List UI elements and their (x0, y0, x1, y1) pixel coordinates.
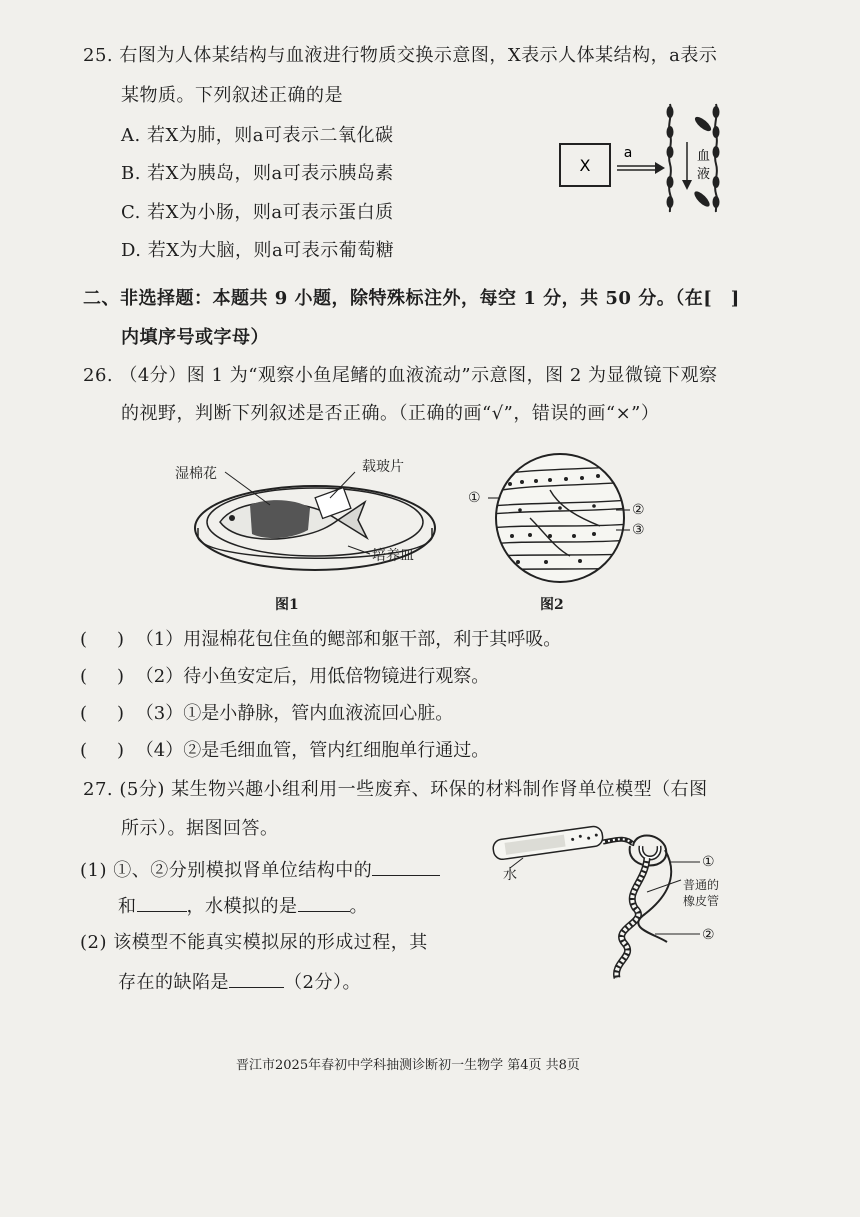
q26-figure2-microscope-field (490, 448, 630, 588)
q25-option-c: C. 若X为小肠，则a可表示蛋白质 (121, 202, 394, 223)
fig1-label-dish: 培养皿 (372, 548, 414, 564)
answer-paren-open: ( (80, 703, 88, 724)
q27-part1-and: 和 (118, 896, 137, 917)
q26-item-1 (80, 628, 561, 652)
q25-stem-line1: 25. 右图为人体某结构与血液进行物质交换示意图，X表示人体某结构，a表示 (83, 45, 718, 66)
fig2-caption: 图2 (540, 597, 564, 613)
q27-part2-line2 (118, 969, 361, 995)
q25-option-b: B. 若X为胰岛，则a可表示胰岛素 (121, 163, 394, 184)
q27-fig-label-2: ② (702, 927, 715, 943)
fig1-label-cotton: 湿棉花 (175, 466, 217, 482)
q25-vessel-label-1: 血 (697, 149, 711, 164)
q27-part1-line1 (80, 857, 440, 883)
fig1-label-slide: 载玻片 (362, 459, 404, 475)
section2-heading-line1: 二、非选择题：本题共 9 小题，除特殊标注外，每空 1 分，共 50 分。（在[ ] (83, 288, 740, 309)
answer-paren-open: ( (80, 740, 88, 761)
q27-part1-prefix: (1) ①、②分别模拟肾单位结构中的 (80, 860, 373, 881)
fig1-caption: 图1 (275, 597, 299, 613)
q27-blank-1[interactable] (372, 857, 440, 876)
q25-exchange-diagram (555, 102, 755, 212)
q27-stem-line1: 27. (5分) 某生物兴趣小组利用一些废弃、环保的材料制作肾单位模型（右图 (83, 779, 708, 800)
q27-blank-3[interactable] (298, 893, 350, 912)
q27-part1-end: 。 (349, 896, 368, 917)
q26-item-1-text: （1）用湿棉花包住鱼的鳃部和躯干部，利于其呼吸。 (135, 629, 562, 650)
answer-paren-close: ) (117, 703, 125, 724)
q26-item-2 (80, 665, 489, 689)
q27-part2-prefix: 存在的缺陷是 (118, 972, 229, 993)
q27-fig-label-tube-2: 橡皮管 (683, 894, 720, 908)
q27-part2-line1: (2) 该模型不能真实模拟尿的形成过程，其 (80, 932, 428, 953)
q27-part1-water: ，水模拟的是 (186, 896, 298, 917)
fig2-label-2: ② (632, 502, 645, 518)
q26-item-3-text: （3）①是小静脉，管内血液流回心脏。 (135, 703, 454, 724)
q25-option-d: D. 若X为大脑，则a可表示葡萄糖 (121, 240, 395, 261)
q27-fig-label-tube-1: 普通的 (683, 878, 720, 892)
q26-stem-line1: 26. （4分）图 1 为“观察小鱼尾鳍的血液流动”示意图，图 2 为显微镜下观察 (83, 365, 718, 386)
q27-fig-label-1: ① (702, 854, 715, 870)
q25-arrow-label: a (623, 145, 633, 161)
answer-paren-open: ( (80, 629, 88, 650)
q27-blank-2[interactable] (137, 893, 187, 912)
q27-part1-line2 (118, 893, 368, 919)
q27-fig-label-water: 水 (503, 867, 517, 883)
answer-paren-close: ) (117, 629, 125, 650)
q26-stem-line2: 的视野，判断下列叙述是否正确。（正确的画“√”，错误的画“×”） (121, 403, 660, 424)
answer-paren-close: ) (117, 740, 125, 761)
q25-option-a: A. 若X为肺，则a可表示二氧化碳 (121, 125, 394, 146)
q26-item-4 (80, 739, 489, 763)
page-footer: 晋江市2025年春初中学科抽测诊断初一生物学 第4页 共8页 (236, 1058, 580, 1073)
q25-stem-line2: 某物质。下列叙述正确的是 (121, 85, 343, 106)
q26-item-2-text: （2）待小鱼安定后，用低倍物镜进行观察。 (135, 666, 490, 687)
q25-box-label: X (579, 156, 591, 175)
answer-paren-close: ) (117, 666, 125, 687)
q25-vessel-label-2: 液 (697, 167, 711, 182)
q26-item-4-text: （4）②是毛细血管，管内红细胞单行通过。 (135, 740, 490, 761)
q27-part2-score: （2分）。 (284, 972, 361, 993)
fig2-label-3: ③ (632, 522, 645, 538)
q26-item-3 (80, 702, 453, 726)
section2-heading-line2: 内填序号或字母） (121, 327, 269, 348)
q27-blank-4[interactable] (229, 969, 284, 988)
answer-paren-open: ( (80, 666, 88, 687)
fig2-label-1: ① (468, 490, 481, 506)
q27-stem-line2: 所示）。据图回答。 (121, 818, 279, 839)
